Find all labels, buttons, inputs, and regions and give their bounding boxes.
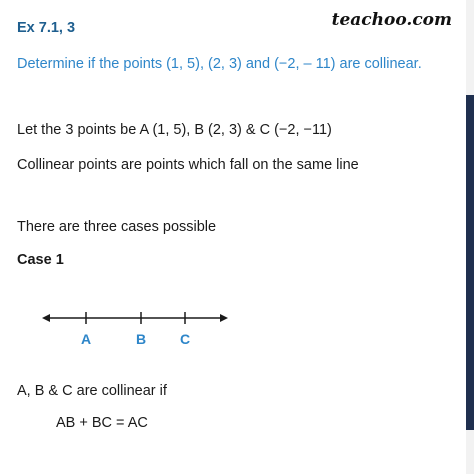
right-arrow-icon xyxy=(220,314,228,322)
scrollbar-thumb[interactable] xyxy=(466,95,474,430)
cases-statement: There are three cases possible xyxy=(17,219,217,235)
point-label-c: C xyxy=(179,331,191,347)
left-arrow-icon xyxy=(42,314,50,322)
points-statement: Let the 3 points be A (1, 5), B (2, 3) & C (−2, −11) xyxy=(17,122,332,138)
point-label-b: B xyxy=(135,331,147,347)
case-heading: Case 1 xyxy=(17,252,64,268)
question-text: Determine if the points (1, 5), (2, 3) and (−2, – 11) are collinear. xyxy=(17,56,422,72)
equation: AB + BC = AC xyxy=(56,415,148,431)
collinear-condition: A, B & C are collinear if xyxy=(17,383,167,399)
brand-logo: teachoo.com xyxy=(331,10,452,30)
scrollbar[interactable] xyxy=(466,0,474,474)
point-label-a: A xyxy=(80,331,92,347)
collinear-definition: Collinear points are points which fall on the same line xyxy=(17,157,359,173)
exercise-title: Ex 7.1, 3 xyxy=(17,20,76,36)
collinear-line-diagram xyxy=(40,300,240,350)
